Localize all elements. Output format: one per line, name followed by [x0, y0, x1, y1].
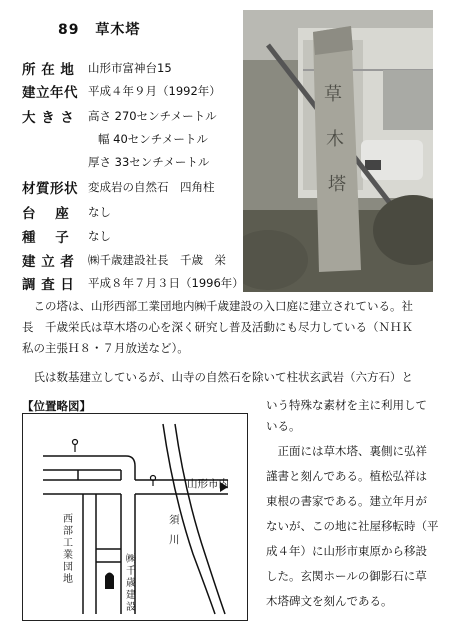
- map-label-industrial-park: 西部工業団地: [63, 514, 73, 585]
- label-pedestal: 台 座: [22, 206, 70, 222]
- label-size: 大 き さ: [22, 110, 75, 126]
- value-material: 変成岩の自然石 四角柱: [88, 180, 215, 194]
- label-seed-syllable: 種 子: [22, 230, 70, 246]
- location-map: [22, 413, 248, 621]
- stone-monument-photo-icon: [243, 10, 433, 292]
- value-location: 山形市富神台15: [88, 61, 172, 75]
- svg-text:草: 草: [324, 84, 342, 105]
- side-text-line: 東根の書家である。建立年月が: [266, 494, 427, 508]
- svg-text:木: 木: [326, 129, 344, 150]
- value-pedestal: なし: [88, 205, 111, 219]
- value-depth: 厚さ 33センチメートル: [88, 155, 210, 169]
- side-text-line: いる。: [266, 419, 301, 433]
- body-line: 氏は数基建立しているが、山寺の自然石を除いて柱状玄武岩（六方石）と: [22, 370, 413, 384]
- body-line: この塔は、山形西部工業団地内㈱千歳建設の入口庭に建立されている。社: [22, 299, 413, 313]
- label-location: 所 在 地: [22, 62, 75, 78]
- map-title: 【位置略図】: [22, 399, 91, 413]
- map-label-city: 山形市内: [187, 478, 229, 490]
- body-line: 長 千歳栄氏は草木塔の心を深く研究し普及活動にも尽力している（ＮＨＫ: [22, 320, 413, 334]
- value-height: 高さ 270センチメートル: [88, 109, 217, 123]
- value-width: 幅 40センチメートル: [98, 132, 208, 146]
- page-title: [58, 19, 140, 39]
- label-builder: 建 立 者: [22, 254, 75, 270]
- entry-title: 草木塔: [95, 22, 141, 38]
- body-line: 私の主張Ｈ８・７月放送など）。: [22, 341, 189, 355]
- svg-text:塔: 塔: [328, 174, 346, 195]
- monument-photo: [243, 10, 433, 292]
- side-text-line: いう特殊な素材を主に利用して: [266, 398, 427, 412]
- map-label-river: 須 川: [169, 514, 180, 546]
- value-builder: ㈱千歳建設社長 千歳 栄: [88, 253, 226, 267]
- value-survey-date: 平成８年７月３日（1996年）: [88, 276, 244, 290]
- side-text-line: 正面には草木塔、裏側に弘祥: [266, 444, 427, 458]
- side-text-line: ないが、この地に社屋移転時（平: [266, 519, 439, 533]
- map-label-company: ㈱千歳建設: [126, 554, 136, 613]
- side-text-line: した。玄関ホールの御影石に草: [266, 569, 427, 583]
- value-year: 平成４年９月（1992年）: [88, 84, 221, 98]
- side-text-line: 謹書と刻んである。植松弘祥は: [266, 469, 427, 483]
- side-text-line: 木塔碑文を刻んである。: [266, 594, 393, 608]
- value-seed-syllable: なし: [88, 229, 111, 243]
- label-survey-date: 調 査 日: [22, 277, 75, 293]
- entry-number: 89: [58, 22, 80, 38]
- label-material: 材質形状: [22, 181, 78, 197]
- label-year: 建立年代: [22, 85, 78, 101]
- side-text-line: 成４年）に山形市東原から移設: [266, 544, 427, 558]
